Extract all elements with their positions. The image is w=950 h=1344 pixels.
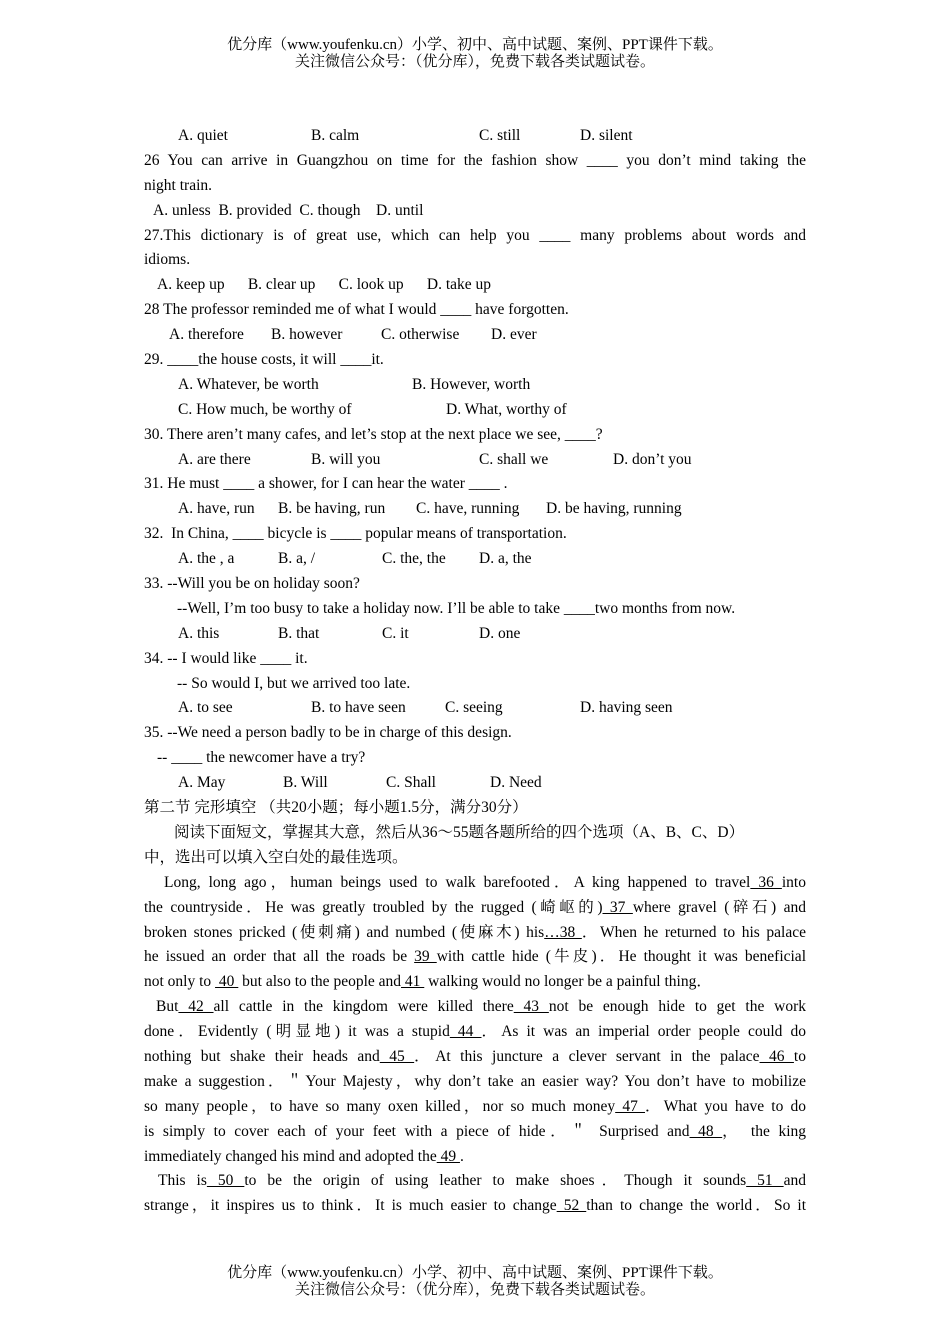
option-c: C. have, running (416, 500, 520, 518)
blank-43: 43 (513, 998, 549, 1016)
option-d: D. a, the (479, 550, 532, 568)
option-c: C. shall we (479, 450, 549, 468)
passage-line: so many people，to have so many oxen killed，nor so much money 47 ．What you have to do (144, 1097, 806, 1115)
option-c: C. otherwise (381, 326, 460, 344)
option-b: B. Will (283, 774, 328, 792)
question-35-options (144, 771, 806, 796)
blank-52: 52 (556, 1197, 587, 1215)
question-31-stem: 31. He must ____ a shower, for I can hear the water ____ . (144, 475, 508, 493)
question-27-stem-cont: idioms. (144, 251, 191, 269)
question-26-stem: 26 You can arrive in Guangzhou on time for the fashion show ____ you don’t mind taking the (144, 151, 806, 169)
header-line-1: 优分库（www.youfenku.cn）小学、初中、高中试题、案例、PPT课件下载。 (227, 37, 723, 53)
option-a: A. therefore (169, 326, 244, 344)
option-d: D. ever (491, 326, 537, 344)
question-33-reply: --Well, I’m too busy to take a holiday now. I’ll be able to take ____two months from now. (177, 599, 736, 617)
question-26-options: A. unless B. provided C. though D. until (153, 201, 424, 219)
page-footer (0, 1265, 950, 1299)
question-27-options: A. keep up B. clear up C. look up D. take up (157, 276, 492, 294)
blank-40: 40 (215, 973, 239, 991)
blank-47: 47 (615, 1097, 645, 1115)
section-2-instruction: 阅读下面短文，掌握其大意，然后从36～55题各题所给的四个选项（A、B、C、D） (174, 823, 745, 841)
section-2-instruction-cont: 中，选出可以填入空白处的最佳选项。 (144, 848, 408, 866)
option-d: D. silent (580, 127, 633, 144)
option-d: D. one (479, 624, 521, 642)
option-a: A. to see (178, 699, 233, 717)
option-b: B. However, worth (412, 375, 531, 393)
blank-49: 49 (436, 1147, 460, 1165)
option-c: C. still (479, 127, 521, 144)
blank-50: 50 (206, 1172, 245, 1190)
question-32-options (144, 547, 806, 572)
option-d: D. having seen (580, 699, 673, 717)
section-2-title: 第二节 完形填空 （共20小题；每小题1.5分，满分30分） (144, 799, 528, 817)
blank-42: 42 (178, 998, 214, 1016)
option-c: C. Shall (386, 774, 436, 792)
passage-line: not only to 40 but also to the people and 41 walking would no longer be a painful thing． (144, 973, 712, 991)
blank-36: 36 (750, 873, 782, 891)
option-a: A. are there (178, 450, 251, 468)
exam-content (144, 124, 806, 1219)
option-b: B. will you (311, 450, 381, 468)
option-d: D. be having, running (546, 500, 682, 518)
question-26-stem-cont: night train. (144, 176, 213, 194)
option-d: D. Need (490, 774, 542, 792)
blank-41: 41 (401, 973, 425, 991)
option-a: A. the , a (178, 550, 235, 568)
question-35-stem: 35. --We need a person badly to be in charge of this design. (144, 724, 512, 742)
passage-line: strange，it inspires us to think．It is much easier to change 52 than to change the world．So it (144, 1197, 806, 1215)
blank-39: 39 (414, 948, 437, 966)
option-a: A. May (178, 774, 226, 792)
option-b: B. however (271, 326, 343, 344)
question-28-stem: 28 The professor reminded me of what I would ____ have forgotten. (144, 301, 569, 319)
option-a: A. have, run (178, 500, 255, 518)
option-c: C. How much, be worthy of (178, 400, 352, 418)
blank-46: 46 (759, 1047, 794, 1065)
passage-line: Long, long ago，human beings used to walk barefooted．A king happened to travel 36 into (164, 873, 806, 891)
question-30-stem: 30. There aren’t many cafes, and let’s stop at the next place we see, ____? (144, 425, 603, 443)
question-34-reply: -- So would I, but we arrived too late. (177, 674, 411, 692)
option-a: A. quiet (178, 127, 228, 144)
option-a: A. this (178, 624, 220, 642)
passage-line: the countryside．He was greatly troubled by the rugged (崎岖的) 37 where gravel (碎石) and (144, 898, 806, 916)
option-a: A. Whatever, be worth (178, 375, 319, 393)
question-29-options-ab (144, 373, 806, 398)
blank-37: 37 (602, 898, 633, 916)
option-b: B. calm (311, 127, 360, 144)
question-29-stem: 29. ____the house costs, it will ____it. (144, 351, 384, 369)
question-30-options (144, 448, 806, 473)
passage-line: broken stones pricked (使刺痛) and numbed (使麻木) his…38 ．When he returned to his palace (144, 923, 806, 941)
question-33-stem: 33. --Will you be on holiday soon? (144, 575, 360, 593)
footer-line-1: 优分库（www.youfenku.cn）小学、初中、高中试题、案例、PPT课件下载。 (227, 1265, 723, 1281)
passage-line: But 42 all cattle in the kingdom were killed there 43 not be enough hide to get the work (156, 998, 806, 1016)
question-25-options (144, 124, 806, 149)
option-b: B. a, / (278, 550, 316, 568)
question-33-options (144, 622, 806, 647)
question-35-reply: -- ____ the newcomer have a try? (157, 749, 366, 767)
blank-44: 44 (449, 1023, 482, 1041)
option-b: B. that (278, 624, 320, 642)
passage-line: nothing but shake their heads and 45 ．At this juncture a clever servant in the palace 46 to (144, 1047, 806, 1065)
passage-line: done．Evidently (明显地) it was a stupid 44 ．As it was an imperial order people could do (144, 1023, 806, 1041)
passage-line: immediately changed his mind and adopted the 49 . (144, 1147, 464, 1165)
blank-38: …38 (544, 923, 582, 941)
passage-line: make a suggestion．＂Your Majesty，why don’t take an easier way? You don’t have to mobilize (144, 1072, 806, 1090)
blank-48: 48 (689, 1122, 723, 1140)
option-c: C. the, the (382, 550, 446, 568)
question-32-stem: 32. In China, ____ bicycle is ____ popular means of transportation. (144, 525, 567, 543)
question-28-options (144, 323, 806, 348)
question-29-options-cd (144, 398, 806, 423)
option-d: D. don’t you (613, 450, 692, 468)
option-b: B. to have seen (311, 699, 406, 717)
footer-line-2: 关注微信公众号：（优分库），免费下载各类试题试卷。 (294, 1282, 655, 1298)
option-c: C. it (382, 624, 409, 642)
blank-45: 45 (379, 1047, 415, 1065)
passage-line: he issued an order that all the roads be 39 with cattle hide (牛皮)．He thought it was beneficial (144, 948, 806, 966)
question-34-stem: 34. -- I would like ____ it. (144, 649, 308, 667)
question-34-options (144, 696, 806, 721)
passage-line: This is 50 to be the origin of using leather to make shoes．Though it sounds 51 and (158, 1172, 806, 1190)
question-31-options (144, 497, 806, 522)
question-27-stem: 27.This dictionary is of great use, which can help you ____ many problems about words and (144, 226, 806, 244)
option-b: B. be having, run (278, 500, 386, 518)
passage-line: is simply to cover each of your feet with a piece of hide．＂ Surprised and 48 ， the king (144, 1122, 806, 1140)
option-c: C. seeing (445, 699, 503, 717)
blank-51: 51 (746, 1172, 784, 1190)
page-header (0, 37, 950, 71)
option-d: D. What, worthy of (446, 400, 567, 418)
header-line-2: 关注微信公众号：（优分库），免费下载各类试题试卷。 (294, 54, 655, 70)
